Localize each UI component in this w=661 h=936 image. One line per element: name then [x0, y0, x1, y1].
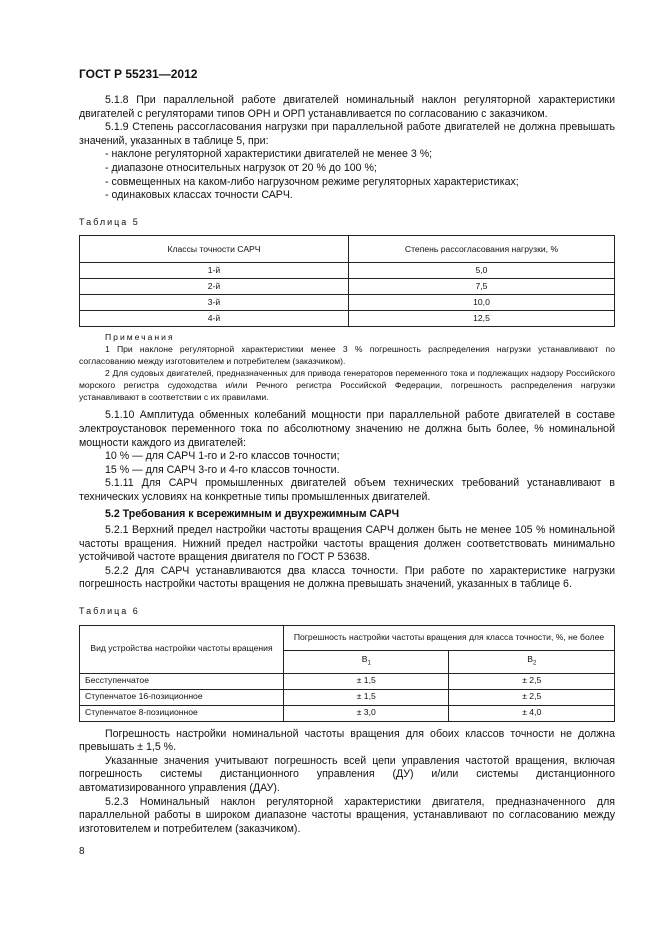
- list-item: - наклоне регуляторной характеристики двигателей не менее 3 %;: [105, 148, 433, 161]
- table6-header-device: Вид устройства настройки частоты вращения: [80, 625, 284, 673]
- paragraph-5-2-3: 5.2.3 Номинальный наклон регуляторной характеристики двигателя, предназначенного для параллельной работы в широком диапазоне частоты вращения, устанавливают по согласованию между изготовителем и потребителем (заказчиком).: [79, 795, 615, 835]
- list-item: 15 % — для САРЧ 3-го и 4-го классов точности.: [105, 463, 340, 476]
- table6-header-b1: $В_1$: [284, 650, 449, 673]
- list-item: - совмещенных на каком-либо нагрузочном режиме регуляторных характеристиках;: [105, 175, 519, 188]
- table5-cell-value: 7,5: [349, 279, 615, 295]
- table-row: [80, 295, 615, 311]
- table6-cell-b1: ± 1,5: [284, 673, 449, 689]
- table-6: [79, 625, 615, 722]
- table5-header-class: Классы точности САРЧ: [80, 236, 349, 263]
- table5-cell-class: 2-й: [80, 279, 349, 295]
- table-row: [80, 311, 615, 327]
- paragraph-5-1-9: 5.1.9 Степень рассогласования нагрузки при параллельной работе двигателей не должна превышать значений, указанных в таблице 5, при:: [79, 121, 615, 147]
- paragraph-values-note: Указанные значения учитывают погрешность всей цепи управления частотой вращения, включая погрешность системы дистанционного управления (ДУ) и/или системы дистанционного автоматизированного управления (ДАУ).: [79, 754, 615, 795]
- table-row: [80, 689, 615, 705]
- table6-cell-b2: ± 2,5: [449, 689, 615, 705]
- paragraph-5-1-8: 5.1.8 При параллельной работе двигателей номинальный наклон регуляторной характеристики двигателей с регуляторами типов ОРН и ОРП устанавливается по согласованию с заказчиком.: [79, 94, 615, 120]
- table6-cell-b1: ± 1,5: [284, 689, 449, 705]
- page-number: 8: [79, 846, 85, 857]
- table-row: [80, 263, 615, 279]
- document-header: ГОСТ Р 55231—2012: [79, 67, 198, 81]
- table-row: [80, 705, 615, 721]
- table6-cell-b1: ± 3,0: [284, 705, 449, 721]
- paragraph-nominal-error: Погрешность настройки номинальной частоты вращения для обоих классов точности не должна превышать ± 1,5 %.: [79, 727, 615, 754]
- table5-notes: [79, 331, 615, 403]
- table6-header-error: Погрешность настройки частоты вращения для класса точности, %, не более: [284, 625, 615, 650]
- section-5-1-8-9: [79, 94, 615, 836]
- table6-cell-b2: ± 4,0: [449, 705, 615, 721]
- table6-caption: Таблица 6: [79, 606, 140, 617]
- table6-cell-name: Бесступенчатое: [80, 673, 284, 689]
- list-item: 10 % — для САРЧ 1-го и 2-го классов точности;: [105, 450, 340, 463]
- table5-cell-class: 1-й: [80, 263, 349, 279]
- paragraph-5-1-11: 5.1.11 Для САРЧ промышленных двигателей объем технических требований устанавливают в технических условиях на конкретные типы промышленных двигателей.: [79, 477, 615, 503]
- table5-header-mismatch: Степень рассогласования нагрузки, %: [349, 236, 615, 263]
- list-item: - одинаковых классах точности САРЧ.: [105, 189, 293, 202]
- table6-cell-name: Ступенчатое 8-позиционное: [80, 705, 284, 721]
- note-1: 1 При наклоне регуляторной характеристики менее 3 % погрешность распределения нагрузки устанавливают по согласованию между изготовителем и потребителем (заказчиком).: [79, 344, 615, 367]
- table-row: [80, 673, 615, 689]
- table5-cell-value: 10,0: [349, 295, 615, 311]
- table5-cell-value: 5,0: [349, 263, 615, 279]
- table5-caption: Таблица 5: [79, 216, 140, 227]
- table-row: [80, 279, 615, 295]
- paragraph-5-1-10: 5.1.10 Амплитуда обменных колебаний мощности при параллельной работе двигателей в составе электроустановок переменного тока по абсолютному значению не должна быть более, % номинальной мощности каждого из двигателей:: [79, 409, 615, 449]
- table5-cell-value: 12,5: [349, 311, 615, 327]
- table6-cell-b2: ± 2,5: [449, 673, 615, 689]
- table6-cell-name: Ступенчатое 16-позиционное: [80, 689, 284, 705]
- paragraph-5-2-1: 5.2.1 Верхний предел настройки частоты вращения САРЧ должен быть не менее 105 % номинальной частоты вращения. Нижний предел настройки частоты вращения должен соответствовать минимально устойчивой частоте вращения двигателя по ГОСТ Р 53638.: [79, 524, 615, 564]
- notes-caption: Примечания: [105, 332, 175, 343]
- table5-cell-class: 3-й: [80, 295, 349, 311]
- list-item: - диапазоне относительных нагрузок от 20 % до 100 %;: [105, 161, 377, 174]
- paragraph-5-2-2: 5.2.2 Для САРЧ устанавливаются два класса точности. При работе по характеристике нагрузки погрешность настройки частоты вращения не должна превышать значений, указанных в таблице 6.: [79, 564, 615, 591]
- note-2: 2 Для судовых двигателей, предназначенных для привода генераторов переменного тока и подлежащих надзору Российского морского регистра судоходства и/или Речного регистра Российской Федерации, погрешность распределения нагрузки устанавливают в соответствии с их правилами.: [79, 368, 615, 403]
- table5-cell-class: 4-й: [80, 311, 349, 327]
- table6-header-b2: $В_2$: [449, 650, 615, 673]
- section-heading-5-2: 5.2 Требования к всережимным и двухрежимным САРЧ: [105, 507, 400, 520]
- table-5: [79, 235, 615, 327]
